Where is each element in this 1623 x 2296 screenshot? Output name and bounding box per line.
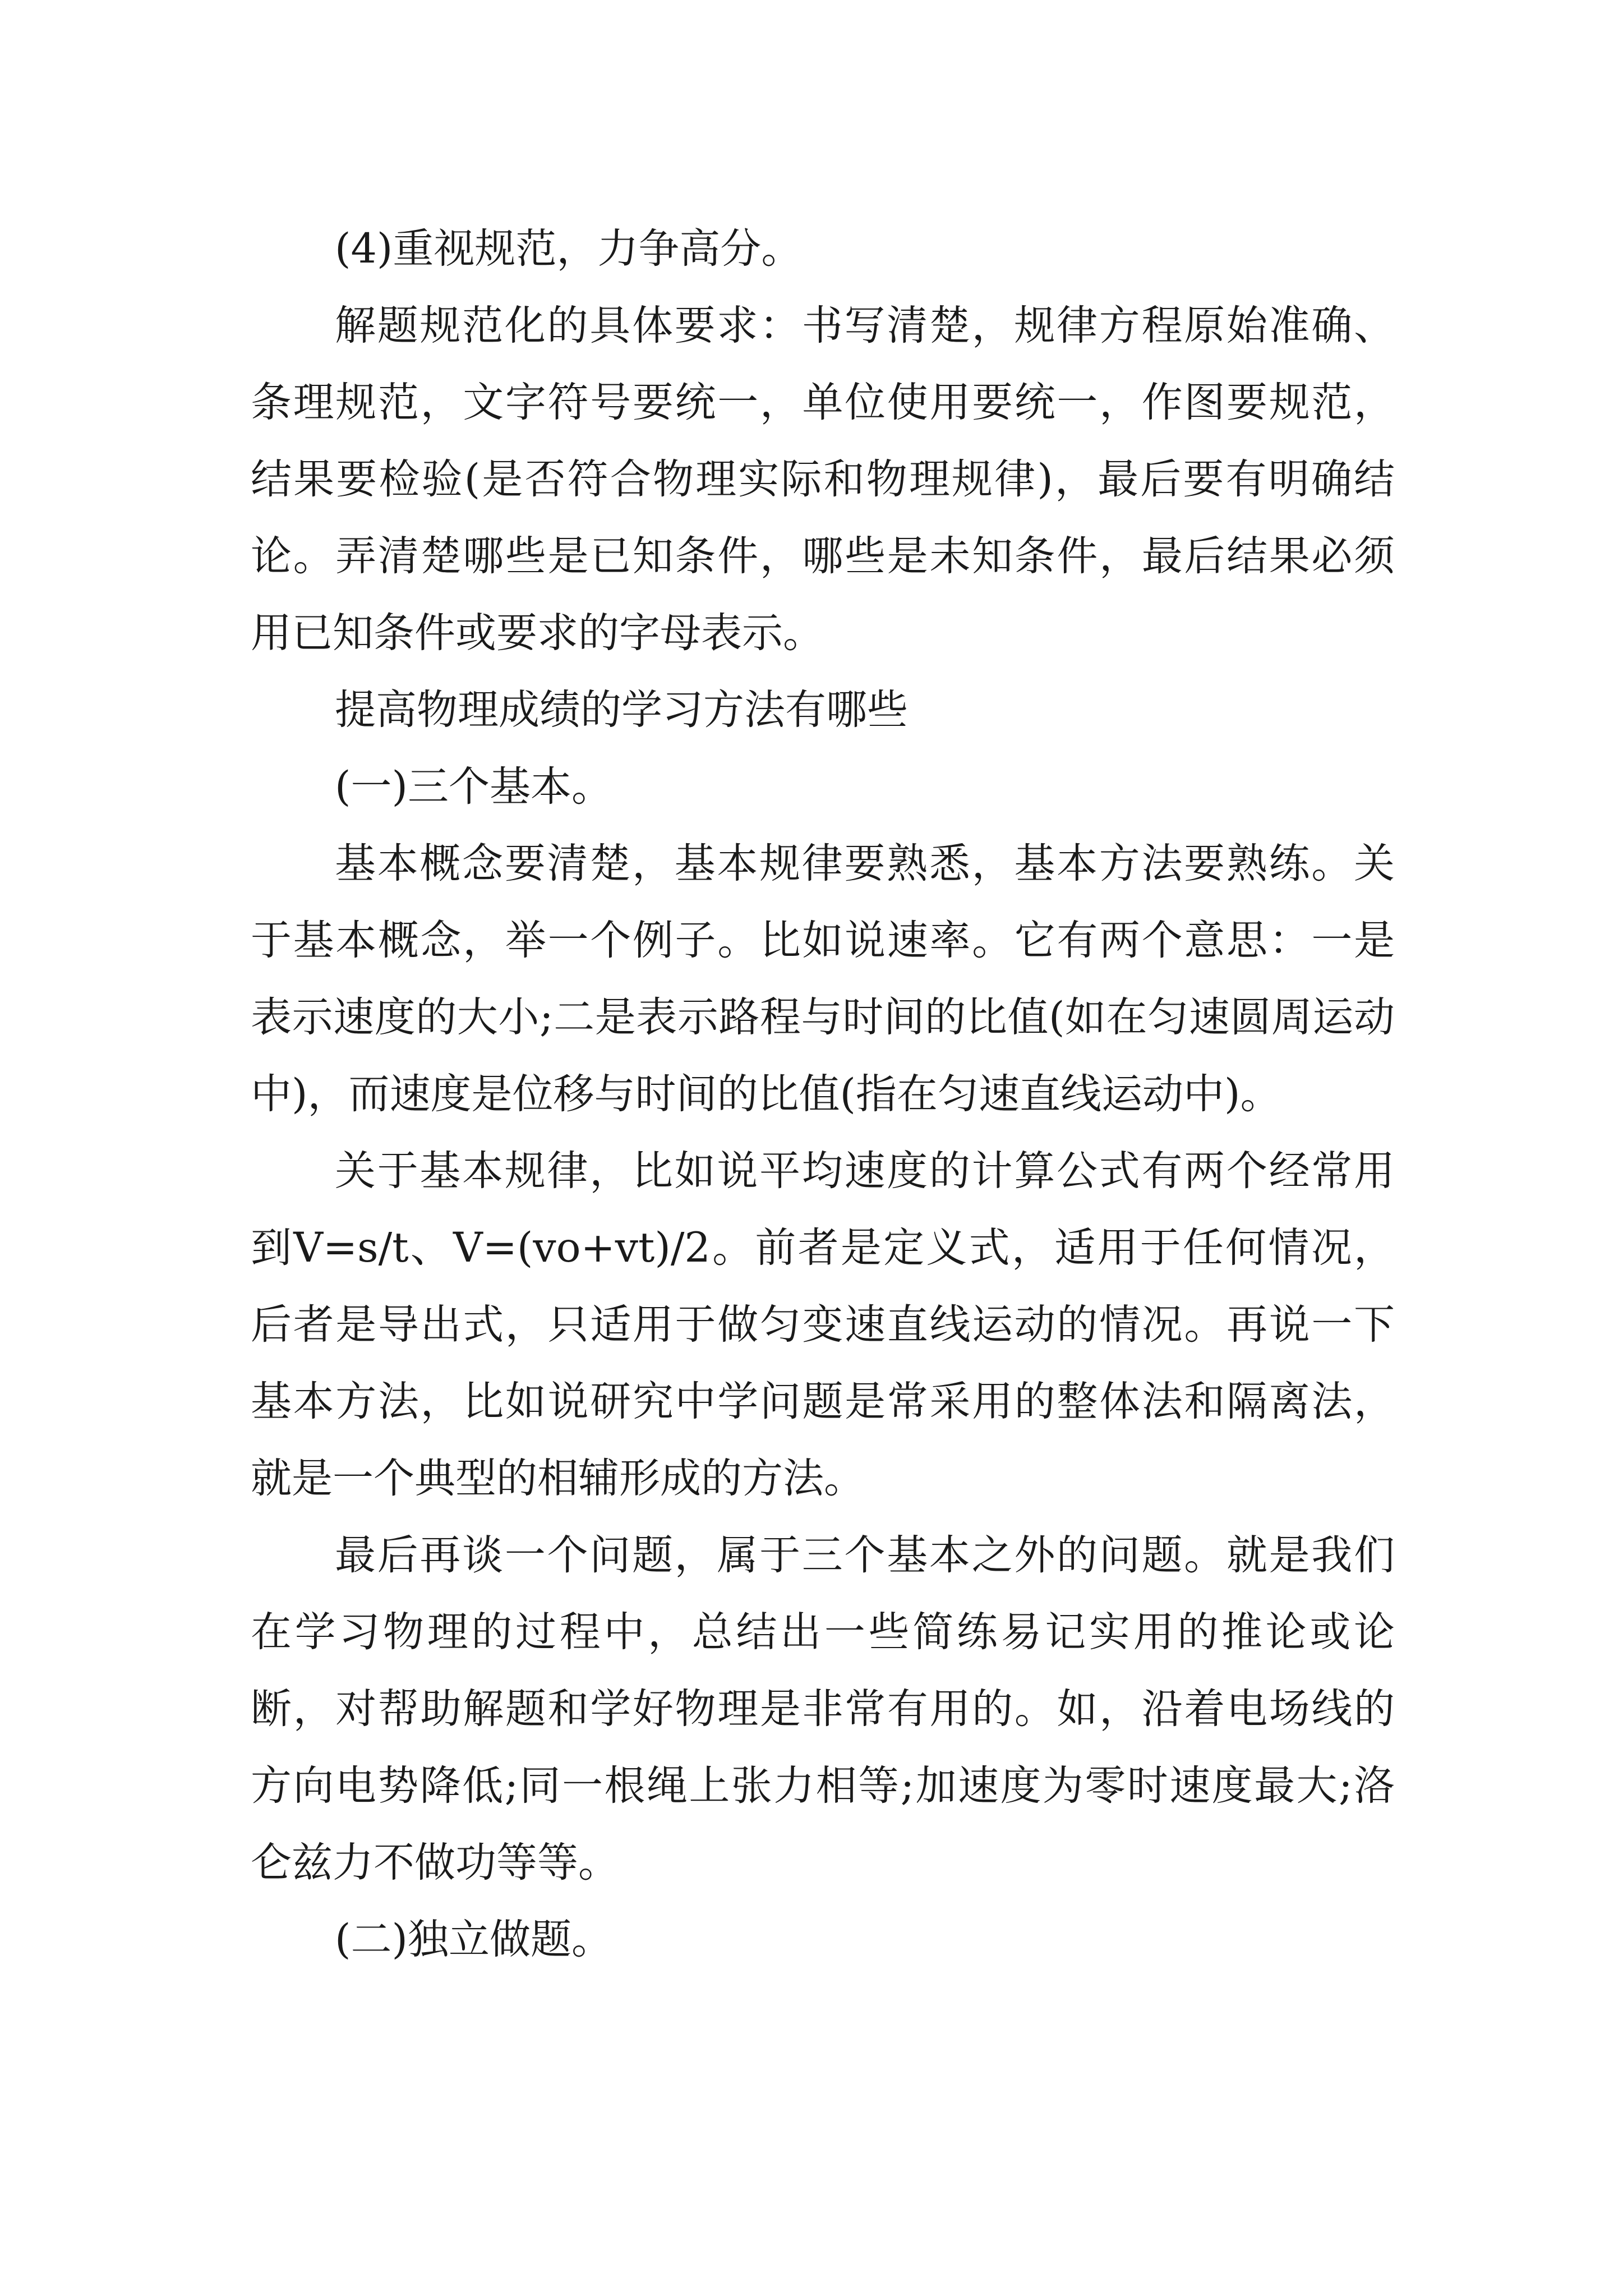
- document-page: [251, 210, 1395, 1978]
- paragraph-basic-concepts: 基本概念要清楚，基本规律要熟悉，基本方法要熟练。关于基本概念，举一个例子。比如说速率。它有两个意思：一是表示速度的大小;二是表示路程与时间的比值(如在匀速圆周运动中)，而速度是位移与时间的比值(指在匀速直线运动中)。: [251, 840, 1395, 1118]
- article-title: 提高物理成绩的学习方法有哪些: [335, 686, 908, 734]
- section-heading-1: (一)三个基本。: [335, 763, 612, 811]
- paragraph-standard-requirements: 解题规范化的具体要求：书写清楚，规律方程原始准确、条理规范，文字符号要统一，单位使用要统一，作图要规范，结果要检验(是否符合物理实际和物理规律)，最后要有明确结论。弄清楚哪些是已知条件，哪些是未知条件，最后结果必须用已知条件或要求的字母表示。: [251, 302, 1395, 657]
- paragraph-basic-laws: 关于基本规律，比如说平均速度的计算公式有两个经常用到V=s/t、V=(vo+vt)/2。前者是定义式，适用于任何情况，后者是导出式，只适用于做匀变速直线运动的情况。再说一下基本方法，比如说研究中学问题是常采用的整体法和隔离法，就是一个典型的相辅形成的方法。: [251, 1147, 1395, 1502]
- paragraph-extra-issue: 最后再谈一个问题，属于三个基本之外的问题。就是我们在学习物理的过程中，总结出一些简练易记实用的推论或论断，对帮助解题和学好物理是非常有用的。如，沿着电场线的方向电势降低;同一根绳上张力相等;加速度为零时速度最大;洛仑兹力不做功等等。: [251, 1531, 1395, 1887]
- section-heading-2: (二)独立做题。: [335, 1916, 612, 1963]
- section-heading-4: (4)重视规范，力争高分。: [335, 225, 803, 273]
